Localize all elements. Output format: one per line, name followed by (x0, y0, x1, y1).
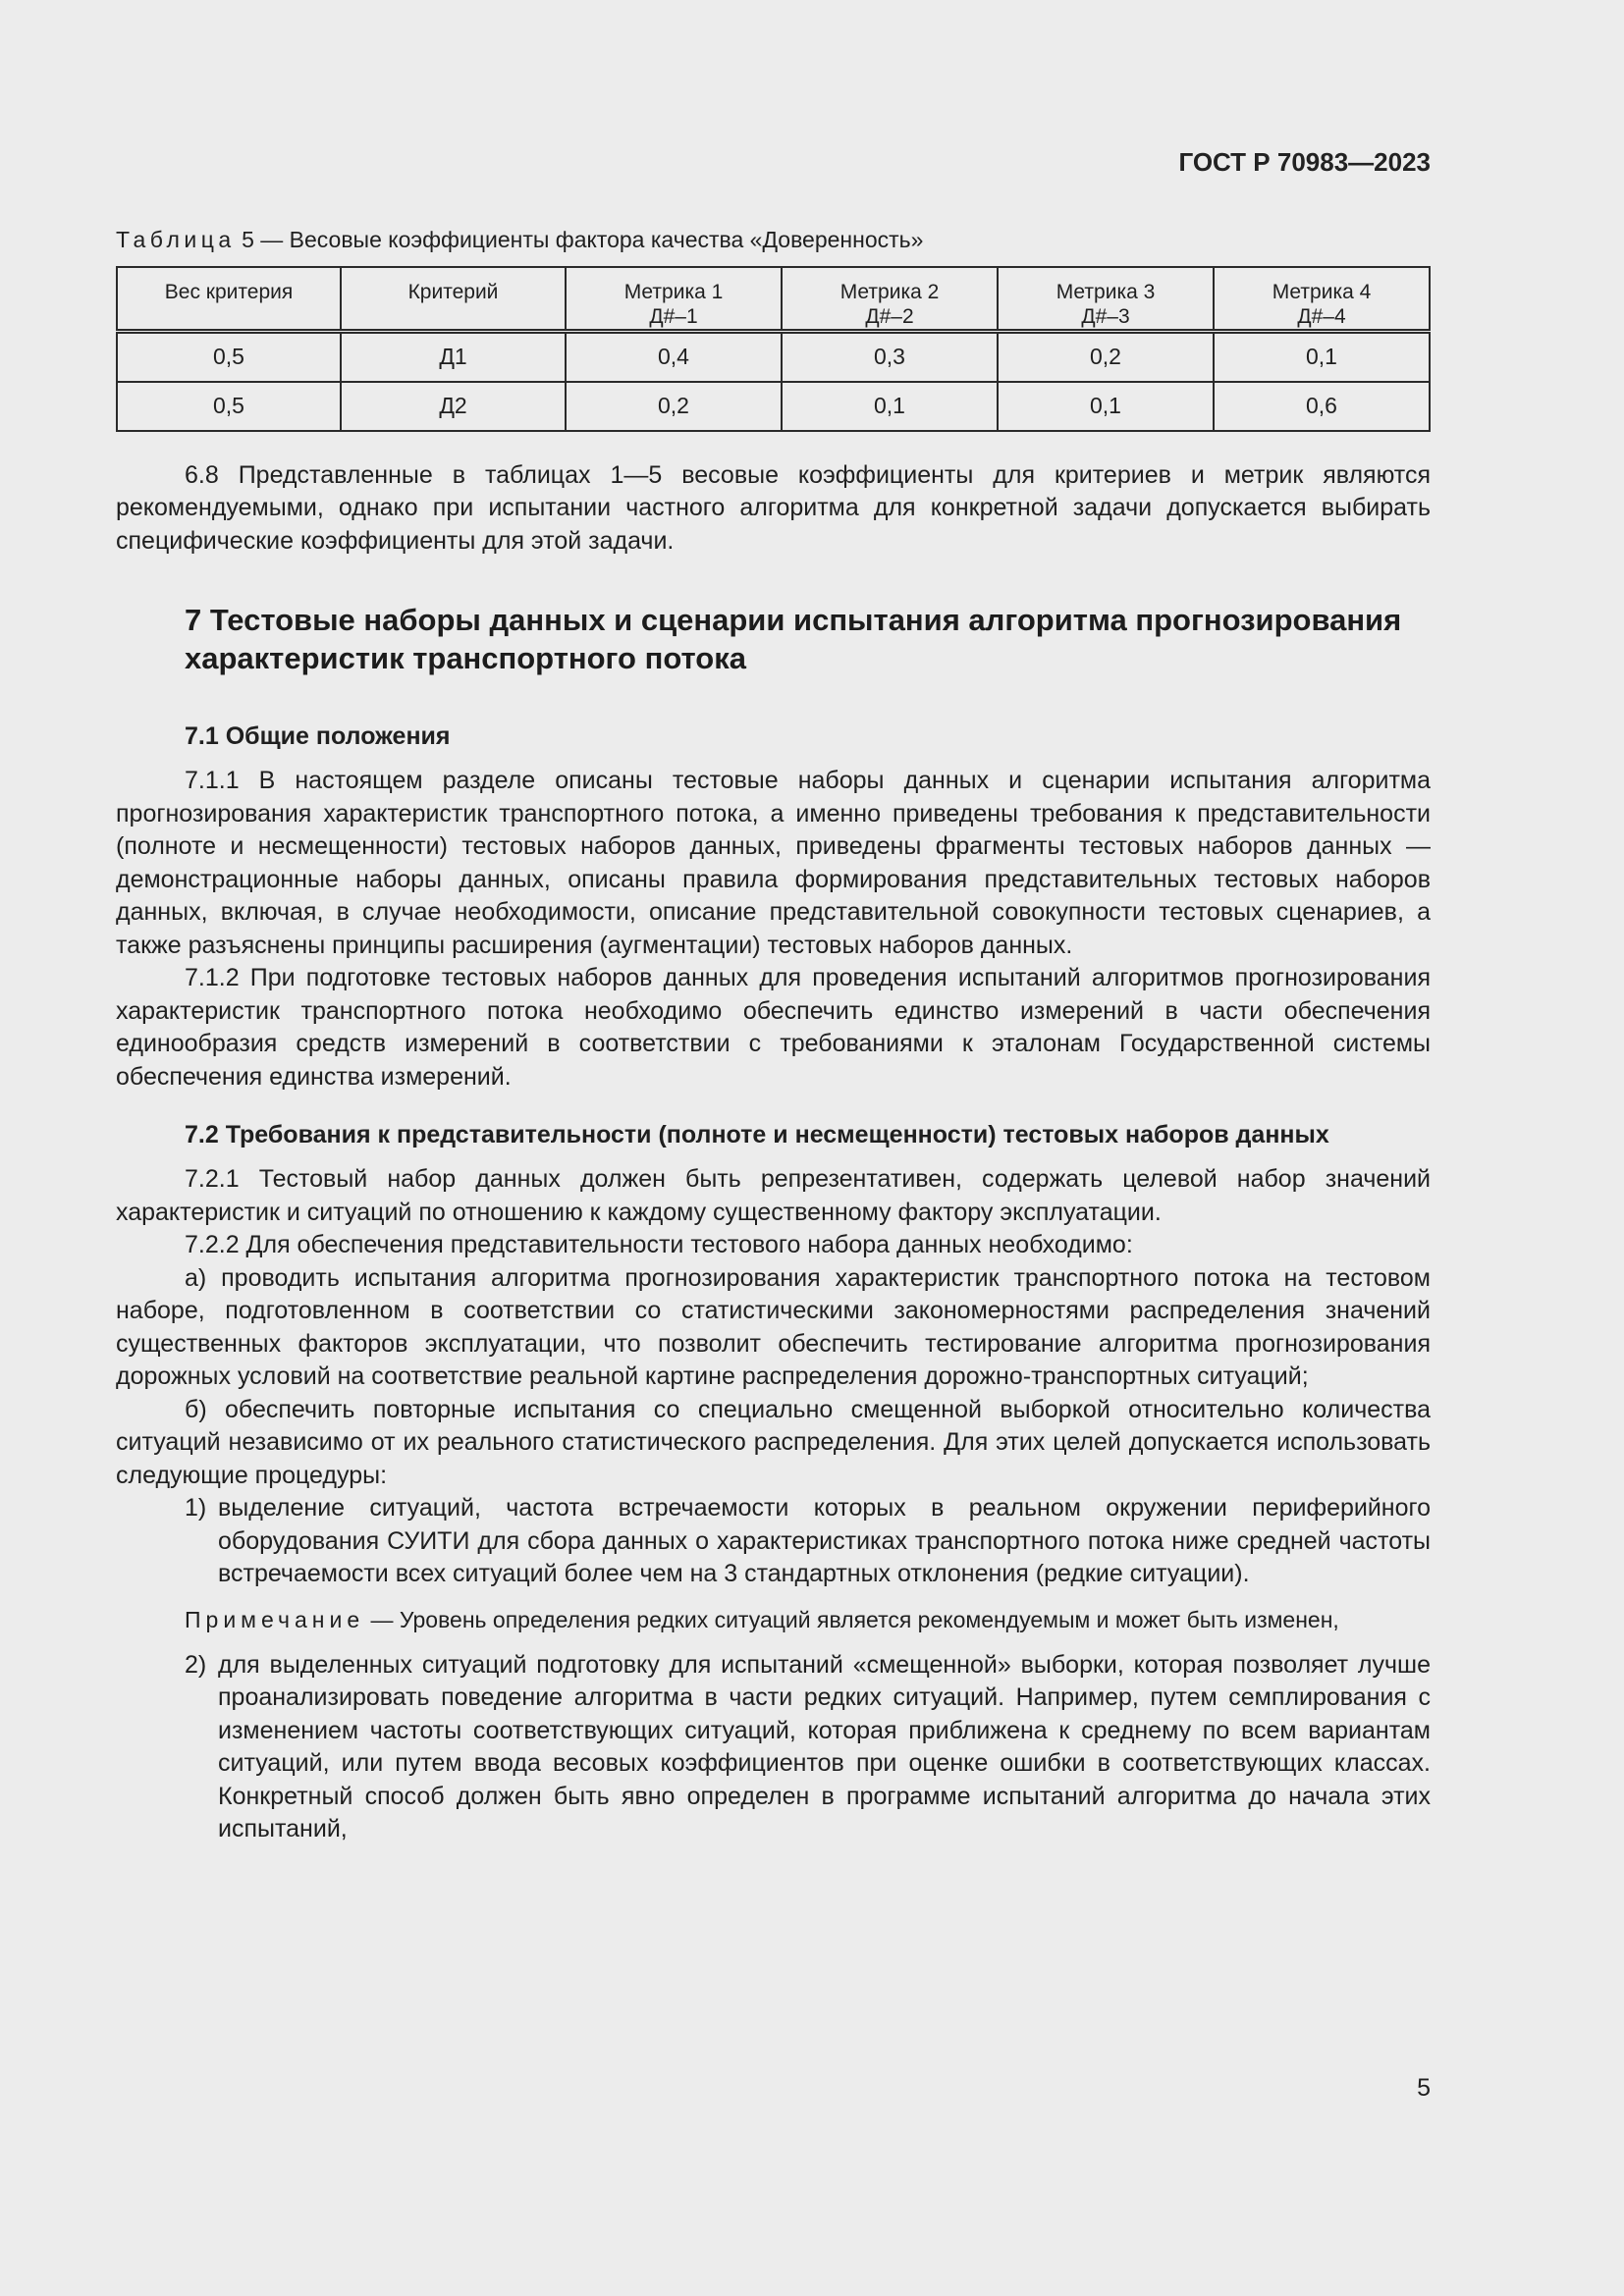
document-code: ГОСТ Р 70983—2023 (1178, 147, 1431, 177)
table-cell: 0,2 (998, 331, 1214, 382)
numbered-item-1 (185, 1492, 1431, 1591)
table-row (117, 382, 1430, 431)
section-7-title: 7 Тестовые наборы данных и сценарии испытания алгоритма прогнозирования характеристик транспортного потока (185, 603, 1402, 675)
table-cell: 0,6 (1214, 382, 1430, 431)
table-cell: 0,5 (117, 331, 341, 382)
paragraph-b: б) обеспечить повторные испытания со специально смещенной выборкой относительно количества ситуаций независимо от их реального статистического распределения. Для этих целей допускается использовать следующие процедуры: (116, 1395, 1431, 1489)
table-header-cell: Критерий (341, 267, 566, 332)
paragraph-7-1-1: 7.1.1 В настоящем разделе описаны тестовые наборы данных и сценарии испытания алгоритма прогнозирования характеристик транспортного потока, а именно приведены требования к представительности (полноте и несмещенности) тестовых наборов данных, приведены фрагменты тестовых наборов данных — демонстрационные наборы данных, описаны правила формирования представительных тестовых наборов данных, включая, в случае необходимости, описание представительной совокупности тестовых сценариев, а также разъяснены принципы расширения (аугментации) тестовых наборов данных. (116, 767, 1431, 959)
note-text: — Уровень определения редких ситуаций является рекомендуемым и может быть изменен, (364, 1606, 1339, 1632)
table-cell: 0,5 (117, 382, 341, 431)
item-text: выделение ситуаций, частота встречаемости которых в реальном окружении периферийного оборудования СУИТИ для сбора данных о характеристиках транспортного потока ниже средней частоты встречаемости всех ситуаций более чем на 3 стандартных отклонения (редкие ситуации). (218, 1494, 1431, 1587)
table-cell: 0,4 (566, 331, 782, 382)
note (116, 1605, 1431, 1635)
weights-table (116, 266, 1431, 432)
item-text: для выделенных ситуаций подготовку для испытаний «смещенной» выборки, которая позволяет лучше проанализировать поведение алгоритма в части редких ситуаций. Например, путем семплирования с изменением частоты соответствующих ситуаций, которая приближена к среднему по всем вариантам ситуаций, или путем ввода весовых коэффициентов при оценке ошибки в соответствующих классах. Конкретный способ должен быть явно определен в программе испытаний алгоритма до начала этих испытаний, (218, 1650, 1431, 1842)
table-cell: Д1 (341, 331, 566, 382)
item-number: 2) (185, 1650, 207, 1679)
paragraph-7-2-1: 7.2.1 Тестовый набор данных должен быть репрезентативен, содержать целевой набор значений характеристик и ситуаций по отношению к каждому существенному фактору эксплуатации. (116, 1165, 1431, 1226)
table-cell: 0,2 (566, 382, 782, 431)
table-header-cell: Метрика 1 Д#–1 (566, 267, 782, 332)
page-number: 5 (1417, 2074, 1431, 2102)
page-content (116, 224, 1431, 1846)
table-header-row (117, 267, 1430, 332)
subsection-7-2-title: 7.2 Требования к представительности (полноте и несмещенности) тестовых наборов данных (185, 1121, 1329, 1148)
paragraph-6-8: 6.8 Представленные в таблицах 1—5 весовые коэффициенты для критериев и метрик являются рекомендуемыми, однако при испытании частного алгоритма для конкретной задачи допускается выбирать специфические коэффициенты для этой задачи. (116, 460, 1431, 555)
note-word: Примечание (185, 1606, 365, 1632)
table-caption-word: Таблица (116, 227, 236, 252)
paragraph-7-2-2: 7.2.2 Для обеспечения представительности тестового набора данных необходимо: (185, 1231, 1133, 1258)
table-row (117, 331, 1430, 382)
table-header-cell: Вес критерия (117, 267, 341, 332)
paragraph-7-1-2: 7.1.2 При подготовке тестовых наборов данных для проведения испытаний алгоритмов прогнозирования характеристик транспортного потока необходимо обеспечить единство измерений в части обеспечения единообразия средств измерений в соответствии с требованиями к эталонам Государственной системы обеспечения единства измерений. (116, 964, 1431, 1091)
subsection-7-1-title: 7.1 Общие положения (185, 722, 451, 750)
table-cell: 0,1 (1214, 331, 1430, 382)
table-cell: 0,1 (782, 382, 998, 431)
table-header-cell: Метрика 2 Д#–2 (782, 267, 998, 332)
numbered-item-2 (185, 1649, 1431, 1846)
paragraph-a: а) проводить испытания алгоритма прогнозирования характеристик транспортного потока на тестовом наборе, подготовленном в соответствии со статистическими закономерностями распределения значений существенных факторов эксплуатации, что позволит обеспечить тестирование алгоритма прогнозирования дорожных условий на соответствие реальной картине распределения дорожно-транспортных ситуаций; (116, 1263, 1431, 1390)
table-header-cell: Метрика 3 Д#–3 (998, 267, 1214, 332)
table-cell: Д2 (341, 382, 566, 431)
item-number: 1) (185, 1494, 207, 1522)
table-cell: 0,3 (782, 331, 998, 382)
table-caption-text: 5 — Весовые коэффициенты фактора качества «Доверенность» (242, 227, 924, 252)
table-header-cell: Метрика 4 Д#–4 (1214, 267, 1430, 332)
table-caption (116, 224, 1431, 257)
table-cell: 0,1 (998, 382, 1214, 431)
